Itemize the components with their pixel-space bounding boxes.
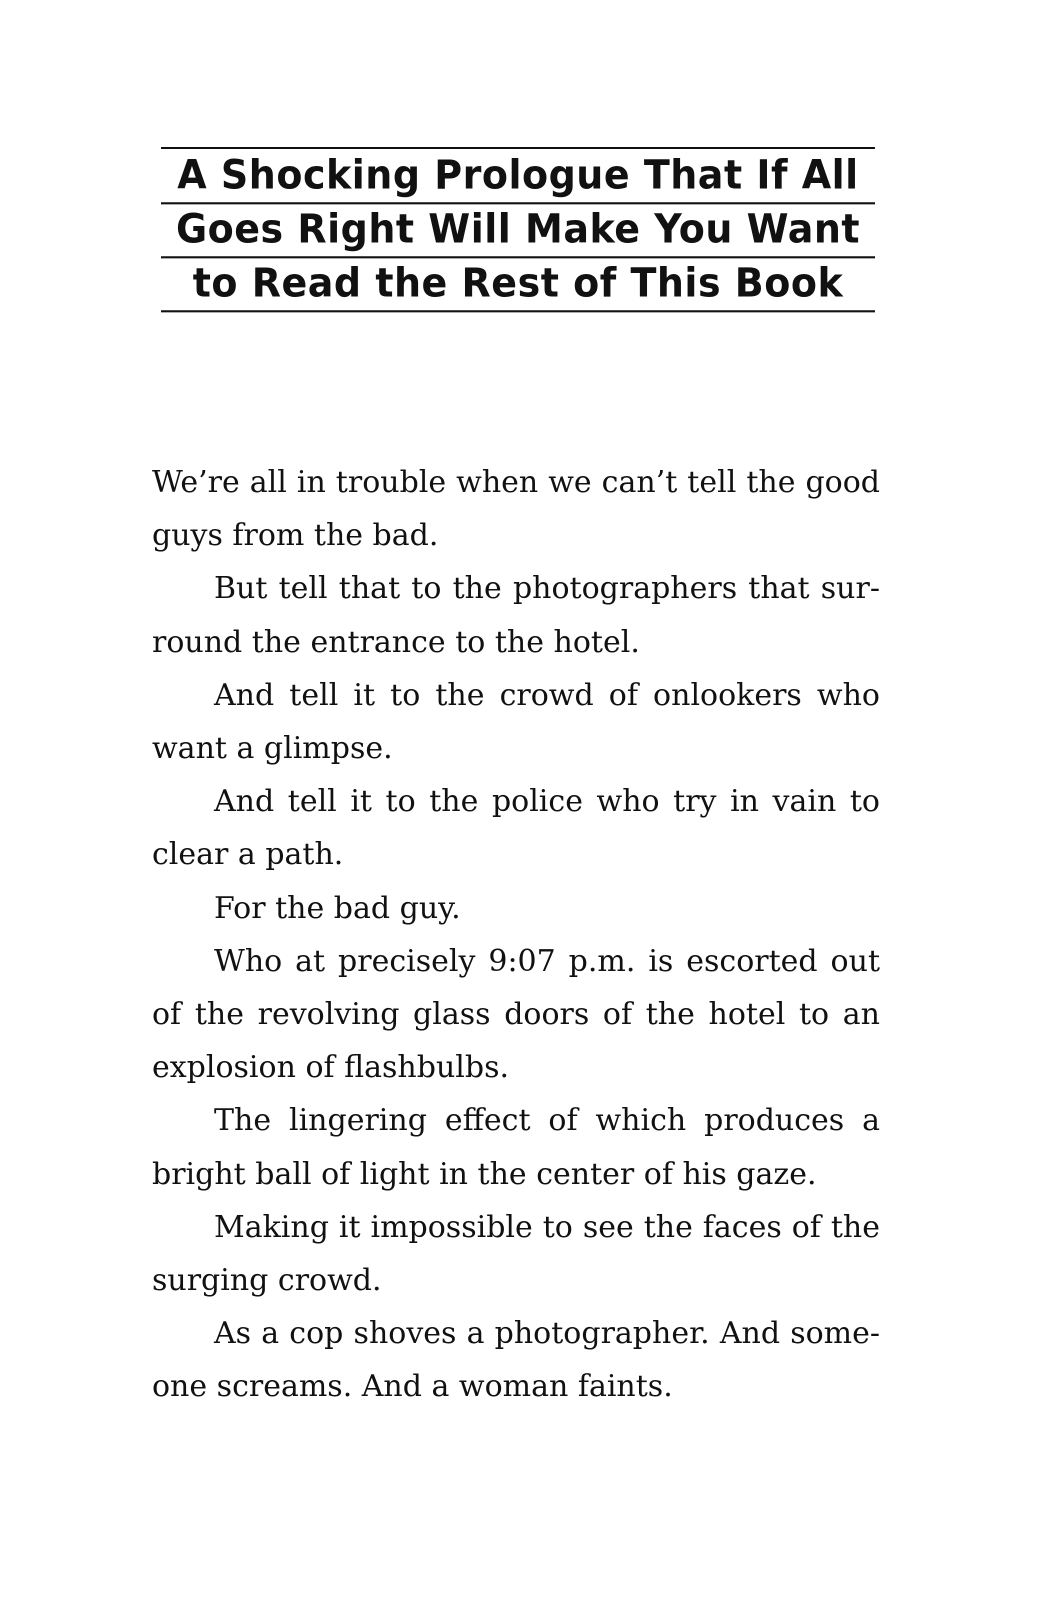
body-text (152, 456, 880, 1414)
paragraph: For the bad guy. (214, 890, 461, 926)
paragraph: But tell that to the photographers that surround the entrance to the hotel. (152, 571, 880, 660)
paragraph: The lingering effect of which produces a bright ball of light in the center of his gaze. (152, 1103, 880, 1192)
chapter-title-line-3: to Read the Rest of This Book (161, 256, 875, 313)
paragraph: Who at precisely 9:07 p.m. is escorted out of the revolving glass doors of the hotel to an explosion of flashbulbs. (152, 943, 880, 1086)
paragraph: We’re all in trouble when we can’t tell the good guys from the bad. (152, 465, 880, 554)
paragraph: And tell it to the crowd of onlookers who want a glimpse. (152, 677, 880, 767)
chapter-title (161, 147, 875, 311)
paragraph: As a cop shoves a photographer. And someone screams. And a woman faints. (152, 1316, 880, 1405)
chapter-title-line-2: Goes Right Will Make You Want (161, 202, 875, 259)
paragraph: And tell it to the police who try in vain to clear a path. (152, 784, 880, 873)
chapter-title-line-1: A Shocking Prologue That If All (161, 148, 875, 205)
paragraph: Making it impossible to see the faces of the surging crowd. (152, 1209, 880, 1299)
